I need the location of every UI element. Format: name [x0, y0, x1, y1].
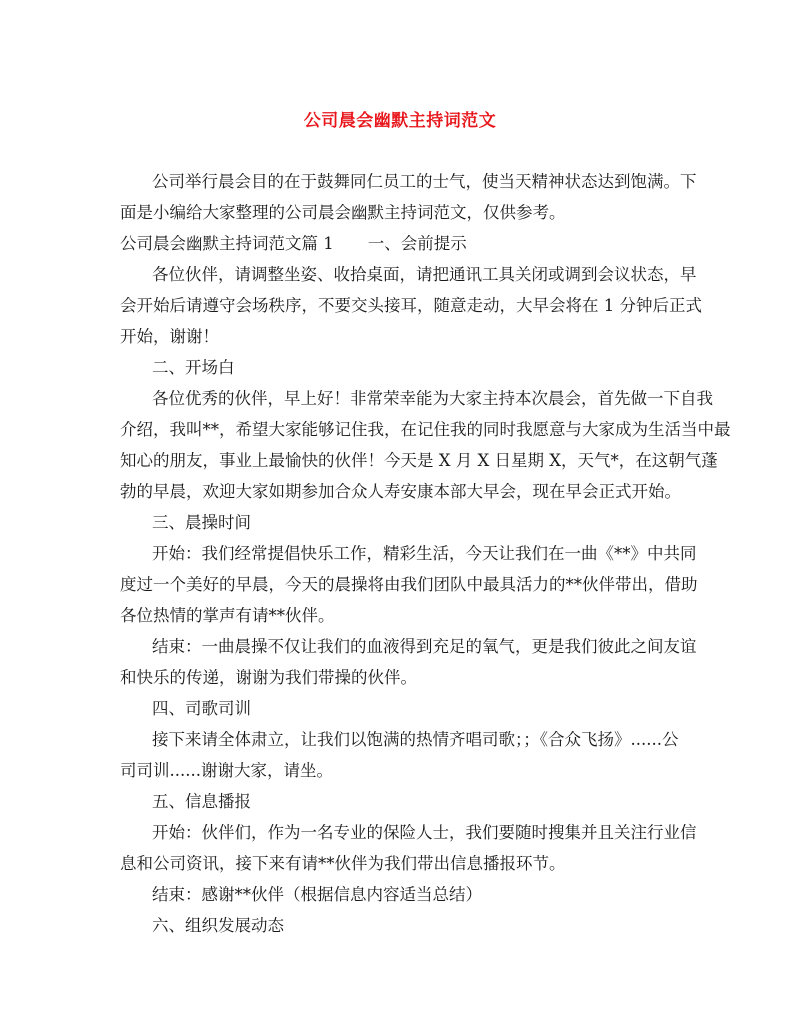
section-heading: 二、开场白	[152, 358, 235, 377]
paragraph-line: 各位优秀的伙伴，早上好！非常荣幸能为大家主持本次晨会，首先做一下自我	[152, 389, 713, 408]
paragraph-line: 知心的朋友，事业上最愉快的伙伴！今天是 X 月 X 日星期 X，天气*，在这朝气蓬	[120, 451, 718, 470]
paragraph-line: 会开始后请遵守会场秩序，不要交头接耳，随意走动，大早会将在 1 分钟后正式	[120, 296, 702, 315]
paragraph-line: 接下来请全体肃立，让我们以饱满的热情齐唱司歌；；《合众飞扬》......公	[152, 730, 679, 749]
paragraph-line: 开始：我们经常提倡快乐工作，精彩生活，今天让我们在一曲《**》中共同	[152, 544, 697, 563]
paragraph-line: 各位伙伴，请调整坐姿、收拾桌面，请把通讯工具关闭或调到会议状态，早	[152, 265, 697, 284]
paragraph-line: 勃的早晨，欢迎大家如期参加合众人寿安康本部大早会，现在早会正式开始。	[120, 482, 681, 501]
paragraph-line: 介绍，我叫**，希望大家能够记住我，在记住我的同时我愿意与大家成为生活当中最	[120, 420, 731, 439]
section-heading: 五、信息播报	[152, 792, 251, 811]
document-title: 公司晨会幽默主持词范文	[303, 111, 497, 131]
paragraph-line: 开始：伙伴们，作为一名专业的保险人士，我们要随时搜集并且关注行业信	[152, 823, 697, 842]
paragraph-line: 结束：一曲晨操不仅让我们的血液得到充足的氧气，更是我们彼此之间友谊	[152, 637, 697, 656]
paragraph-line: 结束：感谢**伙伴（根据信息内容适当总结）	[152, 885, 482, 904]
section-heading: 六、组织发展动态	[152, 916, 284, 935]
section-heading: 四、司歌司训	[152, 699, 251, 718]
paragraph-line	[120, 234, 467, 254]
paragraph-line: 度过一个美好的早晨，今天的晨操将由我们团队中最具活力的**伙伴带出，借助	[120, 575, 698, 594]
paragraph-line: 和快乐的传递，谢谢为我们带操的伙伴。	[120, 668, 417, 687]
paragraph-line: 息和公司资讯，接下来有请**伙伴为我们带出信息播报环节。	[120, 854, 566, 873]
paragraph-line: 司司训......谢谢大家，请坐。	[120, 761, 333, 780]
paragraph-line: 各位热情的掌声有请**伙伴。	[120, 606, 335, 625]
section-heading: 公司晨会幽默主持词范文篇 1	[120, 234, 334, 253]
paragraph-line: 公司举行晨会目的在于鼓舞同仁员工的士气，使当天精神状态达到饱满。下	[152, 172, 697, 191]
paragraph-line: 开始，谢谢！	[120, 327, 219, 346]
section-heading: 一、会前提示	[367, 234, 467, 253]
section-heading: 三、晨操时间	[152, 513, 251, 532]
paragraph-line: 面是小编给大家整理的公司晨会幽默主持词范文，仅供参考。	[120, 203, 566, 222]
